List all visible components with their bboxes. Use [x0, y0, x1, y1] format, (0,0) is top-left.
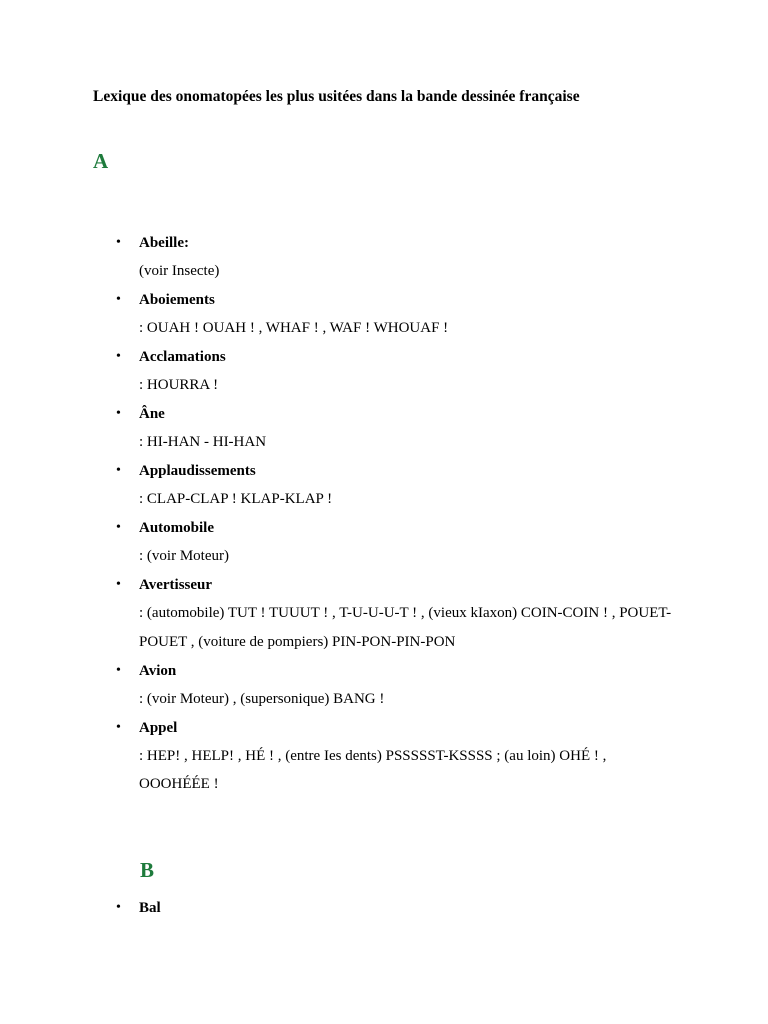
entry-list-a: [116, 229, 676, 799]
bullet-icon: •: [116, 349, 121, 364]
bullet-icon: •: [116, 662, 121, 678]
list-item: [116, 514, 676, 571]
entry-description: : OUAH ! OUAH ! , WHAF ! , WAF ! WHOUAF !: [139, 320, 449, 336]
section-heading-b: B: [140, 858, 155, 882]
entry-description: : HI-HAN - HI-HAN: [139, 434, 267, 450]
entry-description: : (voir Moteur): [139, 548, 229, 564]
list-item: [116, 571, 676, 656]
bullet-icon: •: [116, 520, 121, 535]
bullet-icon: •: [116, 235, 121, 250]
entry-term: Avertisseur: [139, 577, 213, 593]
list-item: [116, 400, 676, 457]
entry-term: Abeille:: [139, 235, 189, 251]
list-item: [116, 714, 676, 799]
entry-description: : (voir Moteur) , (supersonique) BANG !: [139, 690, 385, 707]
list-item: [116, 457, 676, 514]
entry-term: Acclamations: [139, 349, 226, 365]
entry-term: Aboiements: [139, 292, 215, 308]
entry-term: Applaudissements: [139, 463, 256, 479]
entry-term: Automobile: [139, 520, 214, 536]
list-item: [116, 343, 676, 400]
entry-term: Âne: [139, 406, 165, 422]
list-item: [116, 894, 676, 922]
list-item: [116, 286, 676, 343]
entry-description: : HOURRA !: [139, 377, 219, 393]
page-title: Lexique des onomatopées les plus usitées dans la bande dessinée française: [93, 88, 580, 105]
entry-description: : CLAP-CLAP ! KLAP-KLAP !: [139, 491, 333, 507]
bullet-icon: •: [116, 900, 121, 915]
section-heading-a: A: [93, 149, 109, 173]
bullet-icon: •: [116, 292, 121, 307]
list-item: [116, 229, 676, 286]
entry-term: Avion: [139, 662, 177, 679]
list-item: [116, 657, 676, 714]
bullet-icon: •: [116, 719, 121, 735]
entry-term: Bal: [139, 900, 161, 916]
bullet-icon: •: [116, 463, 121, 478]
entry-description: (voir Insecte): [139, 263, 220, 279]
entry-term: Appel: [139, 719, 178, 736]
entry-description: : HEP! , HELP! , HÉ ! , (entre Ies dents) PSSSSST-KSSSS ; (au loin) OHÉ ! , OOOHÉÉE !: [139, 747, 607, 792]
bullet-icon: •: [116, 406, 121, 421]
bullet-icon: •: [116, 577, 121, 592]
entry-description: : (automobile) TUT ! TUUUT ! , T-U-U-U-T ! , (vieux kIaxon) COIN-COIN ! , POUET-POUET , (voiture de pompiers) PIN-PON-PIN-PON: [139, 605, 672, 650]
entry-list-b: [116, 894, 676, 923]
